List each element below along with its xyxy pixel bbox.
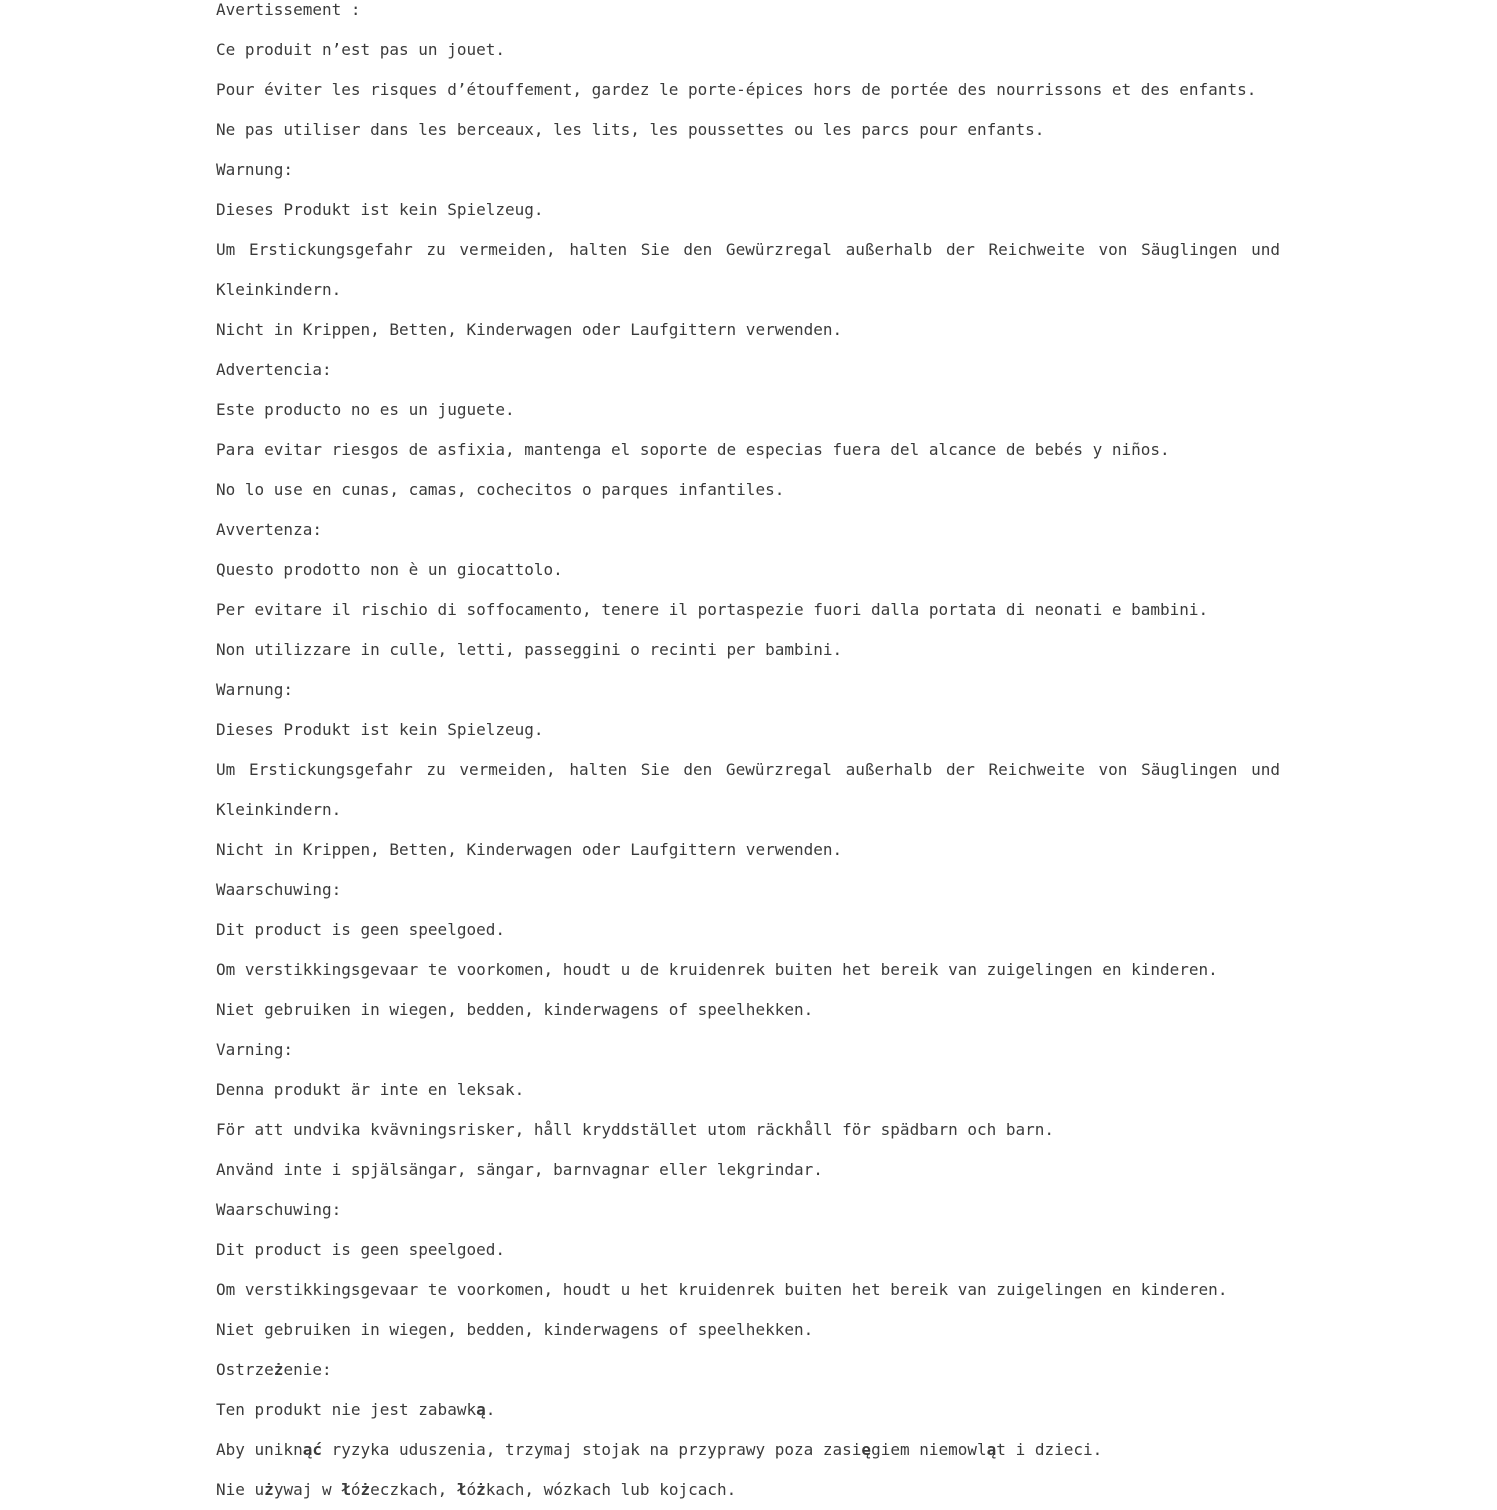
warning-heading-dutch: Waarschuwing: [216,880,342,899]
warning-text-line: Um Erstickungsgefahr zu vermeiden, halten Sie den Gewürzregal außerhalb der Reichweite von Säuglingen und [216,240,1280,259]
warning-text-line: Ce produit n’est pas un jouet. [216,40,505,59]
warning-heading-german-repeat: Warnung: [216,680,294,699]
warning-text-line: Aby uniknąć ryzyka uduszenia, trzymaj stojak na przyprawy poza zasięgiem niemowląt i dzieci. [216,1440,1103,1459]
warning-heading-dutch-repeat: Waarschuwing: [216,1200,342,1219]
warning-text-line: Para evitar riesgos de asfixia, mantenga el soporte de especias fuera del alcance de bebés y niños. [216,440,1170,459]
warning-text-line: Om verstikkingsgevaar te voorkomen, houdt u de kruidenrek buiten het bereik van zuigelingen en kinderen. [216,960,1218,979]
warning-text-line: För att undvika kvävningsrisker, håll kryddstället utom räckhåll för spädbarn och barn. [216,1120,1055,1139]
warning-text-line: Kleinkindern. [216,800,342,819]
warning-text-line: Dieses Produkt ist kein Spielzeug. [216,200,544,219]
warning-text-line: Este producto no es un juguete. [216,400,515,419]
warning-text-line: Ne pas utiliser dans les berceaux, les lits, les poussettes ou les parcs pour enfants. [216,120,1045,139]
warning-heading-french: Avertissement : [216,0,361,19]
bold-diacritic: ż [264,1480,274,1499]
bold-diacritic: ż [273,1360,284,1379]
warning-heading-spanish: Advertencia: [216,360,332,379]
warning-text-line: Niet gebruiken in wiegen, bedden, kinderwagens of speelhekken. [216,1320,814,1339]
warning-heading-swedish: Varning: [216,1040,294,1059]
warning-text-line: Nicht in Krippen, Betten, Kinderwagen oder Laufgittern verwenden. [216,840,843,859]
warning-text-line: Non utilizzare in culle, letti, passeggini o recinti per bambini. [216,640,843,659]
warning-text-line: Per evitare il rischio di soffocamento, tenere il portaspezie fuori dalla portata di neonati e bambini. [216,600,1209,619]
warning-text-line: No lo use en cunas, camas, cochecitos o parques infantiles. [216,480,785,499]
bold-diacritic: ł [341,1480,351,1499]
warning-heading-german: Warnung: [216,160,294,179]
document-body [216,0,1280,1510]
bold-diacritic: ż [360,1480,371,1499]
bold-diacritic: ć [312,1440,322,1459]
warning-text-line: Niet gebruiken in wiegen, bedden, kinderwagens of speelhekken. [216,1000,814,1019]
warning-text-line: Om verstikkingsgevaar te voorkomen, houdt u het kruidenrek buiten het bereik van zuigelingen en kinderen. [216,1280,1228,1299]
warning-text-line: Questo prodotto non è un giocattolo. [216,560,563,579]
warning-text-line: Dit product is geen speelgoed. [216,1240,505,1259]
bold-diacritic: ą [476,1400,486,1419]
warning-text-line: Använd inte i spjälsängar, sängar, barnvagnar eller lekgrindar. [216,1160,823,1179]
warning-text-line: Um Erstickungsgefahr zu vermeiden, halten Sie den Gewürzregal außerhalb der Reichweite von Säuglingen und [216,760,1280,779]
warning-text-line: Nie używaj w łóżeczkach, łóżkach, wózkach lub kojcach. [216,1480,737,1499]
bold-diacritic: ą [986,1440,997,1459]
bold-diacritic: ż [476,1480,486,1499]
warning-text-line: Dieses Produkt ist kein Spielzeug. [216,720,544,739]
bold-diacritic: ę [861,1440,872,1459]
warning-text-line: Pour éviter les risques d’étouffement, gardez le porte-épices hors de portée des nourrissons et des enfants. [216,80,1257,99]
warning-text-line: Nicht in Krippen, Betten, Kinderwagen oder Laufgittern verwenden. [216,320,843,339]
warning-text-line: Dit product is geen speelgoed. [216,920,505,939]
bold-diacritic: ł [456,1480,467,1499]
warning-text-line: Kleinkindern. [216,280,342,299]
bold-diacritic: ą [302,1440,313,1459]
warning-text-line: Ten produkt nie jest zabawką. [216,1400,496,1419]
warning-text-line: Denna produkt är inte en leksak. [216,1080,525,1099]
warning-heading-italian: Avvertenza: [216,520,322,539]
warning-heading-polish: Ostrzeżenie: [216,1360,332,1379]
